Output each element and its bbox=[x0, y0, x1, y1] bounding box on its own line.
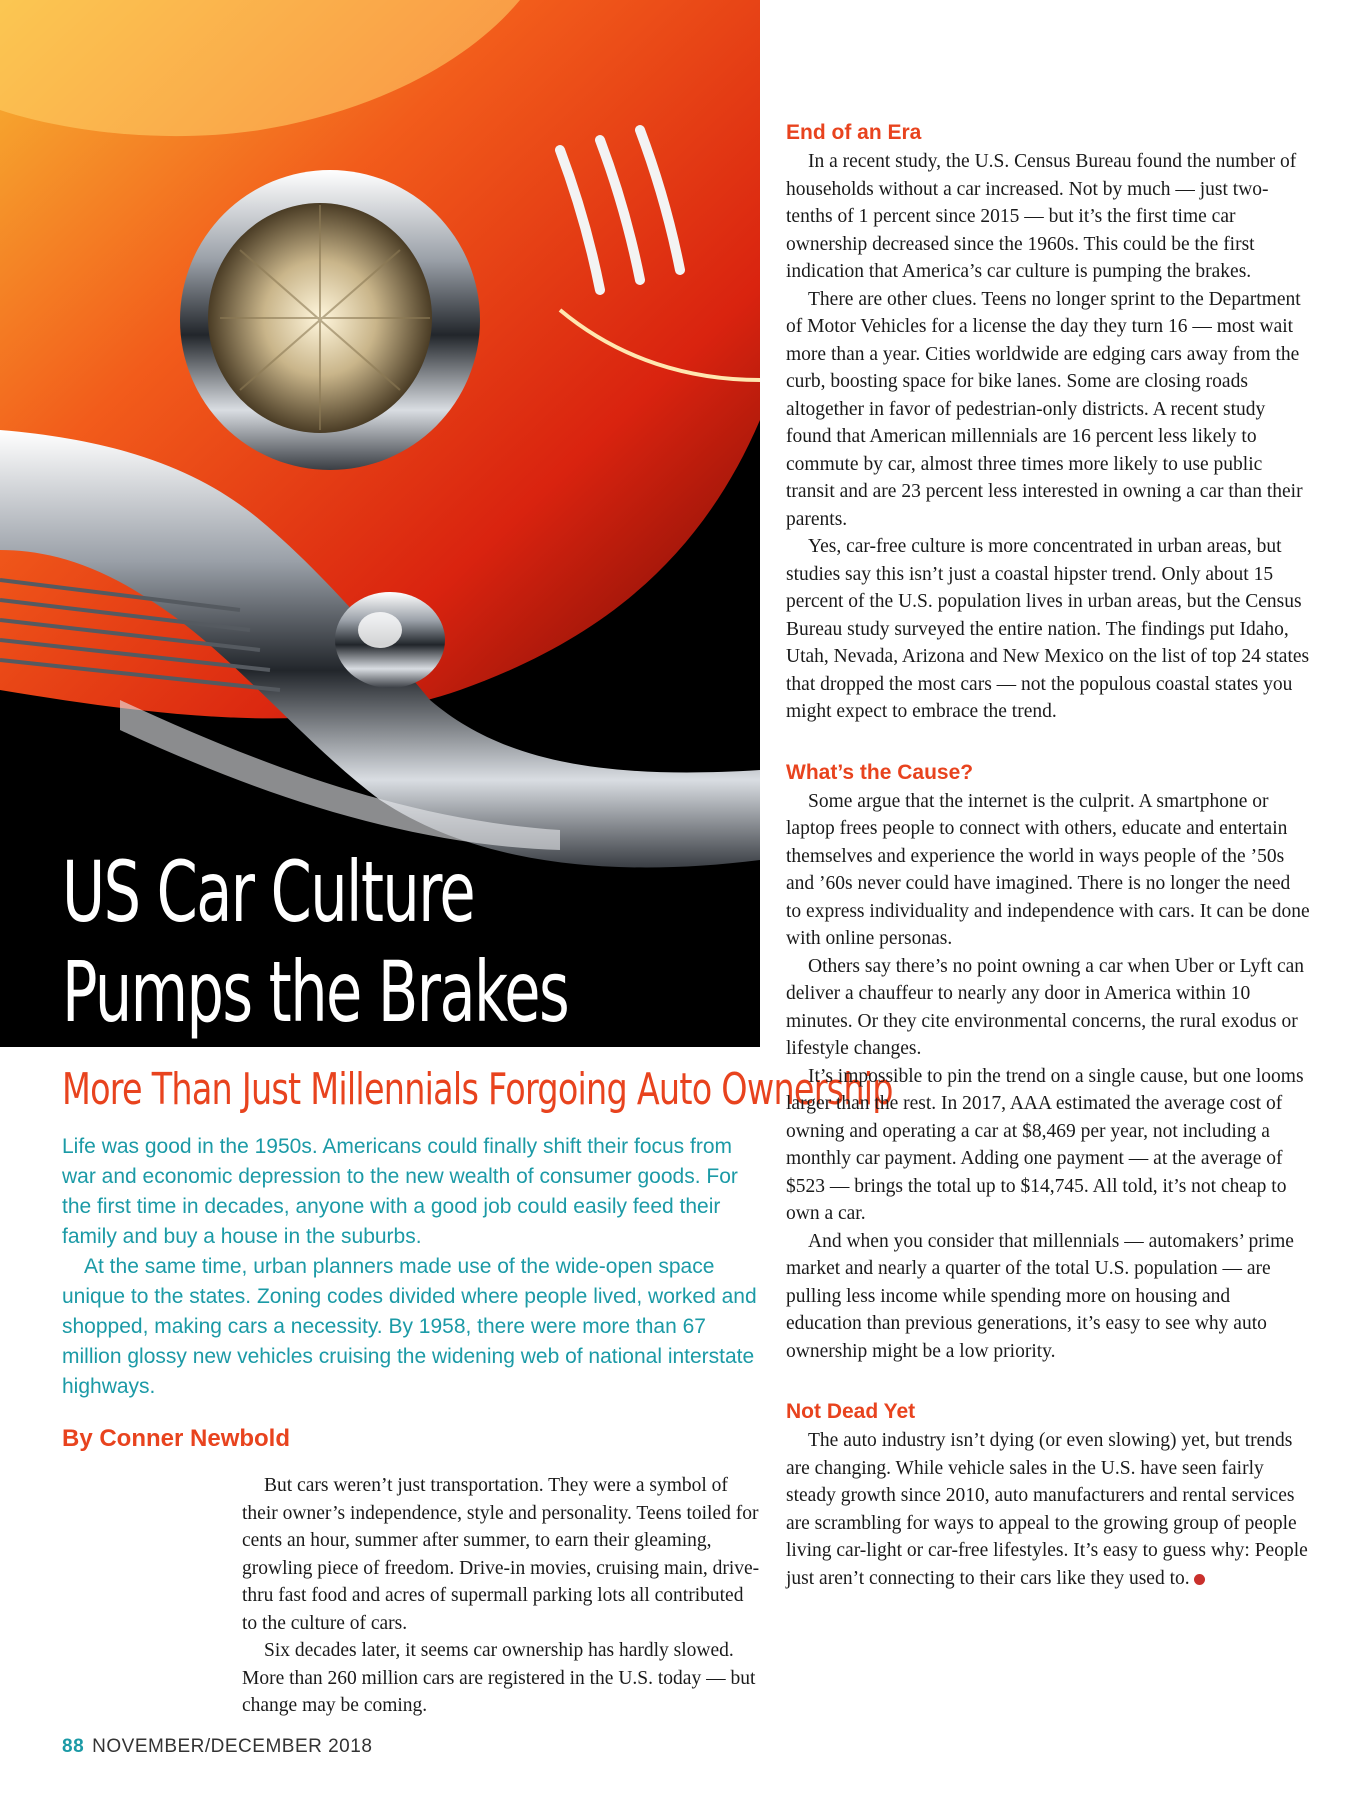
byline: By Conner Newbold bbox=[62, 1425, 291, 1452]
page-footer bbox=[62, 1736, 372, 1758]
body-paragraph: Six decades later, it seems car ownership has hardly slowed. More than 260 million cars are registered in the U.S. today — but change may be coming. bbox=[242, 1640, 756, 1716]
section-heading: Not Dead Yet bbox=[786, 1400, 916, 1423]
hero-car-photo bbox=[0, 0, 760, 1047]
body-paragraph: And when you consider that millennials — automakers’ prime market and nearly a quarter of the total U.S. population — are pulling less income while spending more on housing and education than previous generations, it’s easy to see why auto ownership might be a low priority. bbox=[786, 1230, 1294, 1362]
article-subtitle: More Than Just Millennials Forgoing Auto Ownership bbox=[62, 1064, 893, 1115]
headline-line-2: Pumps the Brakes bbox=[62, 943, 569, 1041]
headline-line-1: US Car Culture bbox=[62, 843, 475, 941]
body-paragraph bbox=[786, 1427, 1310, 1592]
body-paragraph: Some argue that the internet is the culprit. A smartphone or laptop frees people to connect with others, educate and entertain themselves and experience the world in ways people of the ’50s and ’60s never could have imagined. There is no longer the need to express individuality and independence with cars. It can be done with online personas. bbox=[786, 790, 1310, 949]
right-column bbox=[786, 118, 1310, 1592]
issue-date: NOVEMBER/DECEMBER 2018 bbox=[92, 1736, 373, 1757]
body-paragraph: There are other clues. Teens no longer sprint to the Department of Motor Vehicles for a license the day they turn 16 — most wait more than a year. Cities worldwide are edging cars away from the curb, boosting space for bike lanes. Some are closing roads altogether in favor of pedestrian-only districts. A recent study found that American millennials are 16 percent less likely to commute by car, almost three times more likely to use public transit and are 23 percent less interested in owning a car than their parents. bbox=[786, 288, 1303, 530]
article-headline bbox=[62, 842, 592, 1042]
intro-paragraph: At the same time, urban planners made use of the wide-open space unique to the states. Zoning codes divided where people lived, worked and shopped, making cars a necessity. By 1958, there were more than 67 million glossy new vehicles cruising the widening web of national interstate highways. bbox=[62, 1255, 757, 1398]
left-column-body bbox=[242, 1472, 762, 1720]
body-paragraph-text: The auto industry isn’t dying (or even slowing) yet, but trends are changing. While vehicle sales in the U.S. have seen fairly steady growth since 2010, auto manufacturers and rental services are scrambling for ways to appeal to the growing group of people living car-light or car-free lifestyles. It’s easy to guess why: People just aren’t connecting to their cars like they used to. bbox=[786, 1430, 1308, 1589]
body-paragraph: Others say there’s no point owning a car when Uber or Lyft can deliver a chauffeur to nearly any door in America within 10 minutes. Or they cite environmental concerns, the rural exodus or lifestyle changes. bbox=[786, 955, 1305, 1059]
body-paragraph: It’s impossible to pin the trend on a single cause, but one looms larger than the rest. In 2017, AAA estimated the average cost of owning and operating a car at $8,469 per year, not including a monthly car payment. Adding one payment — at the average of $523 — brings the total up to $14,745. All told, it’s not cheap to own a car. bbox=[786, 1065, 1304, 1224]
body-paragraph: Yes, car-free culture is more concentrated in urban areas, but studies say this isn’t just a coastal hipster trend. Only about 15 percent of the U.S. population lives in urban areas, but the Census Bureau study surveyed the entire nation. The findings put Idaho, Utah, Nevada, Arizona and New Mexico on the list of top 24 states that dropped the most cars — not the populous coastal states you might expect to embrace the trend. bbox=[786, 536, 1310, 722]
section-heading: End of an Era bbox=[786, 121, 922, 144]
body-paragraph: In a recent study, the U.S. Census Bureau found the number of households without a car increased. Not by much — just two-tenths of 1 percent since 2015 — but it’s the first time car ownership decreased since the 1960s. This could be the first indication that America’s car culture is pumping the brakes. bbox=[786, 151, 1297, 282]
body-paragraph: But cars weren’t just transportation. They were a symbol of their owner’s independence, style and personality. Teens toiled for cents an hour, summer after summer, to earn their gleaming, growling piece of freedom. Drive-in movies, cruising main, drive-thru fast food and acres of supermall parking lots all contributed to the culture of cars. bbox=[242, 1475, 760, 1634]
intro-paragraph: Life was good in the 1950s. Americans could finally shift their focus from war and economic depression to the new wealth of consumer goods. For the first time in decades, anyone with a good job could easily feed their family and buy a house in the suburbs. bbox=[62, 1135, 738, 1248]
section-heading: What’s the Cause? bbox=[786, 760, 974, 784]
end-mark-icon bbox=[1194, 1574, 1205, 1585]
article-intro bbox=[62, 1132, 762, 1402]
page-number: 88 bbox=[62, 1736, 85, 1757]
